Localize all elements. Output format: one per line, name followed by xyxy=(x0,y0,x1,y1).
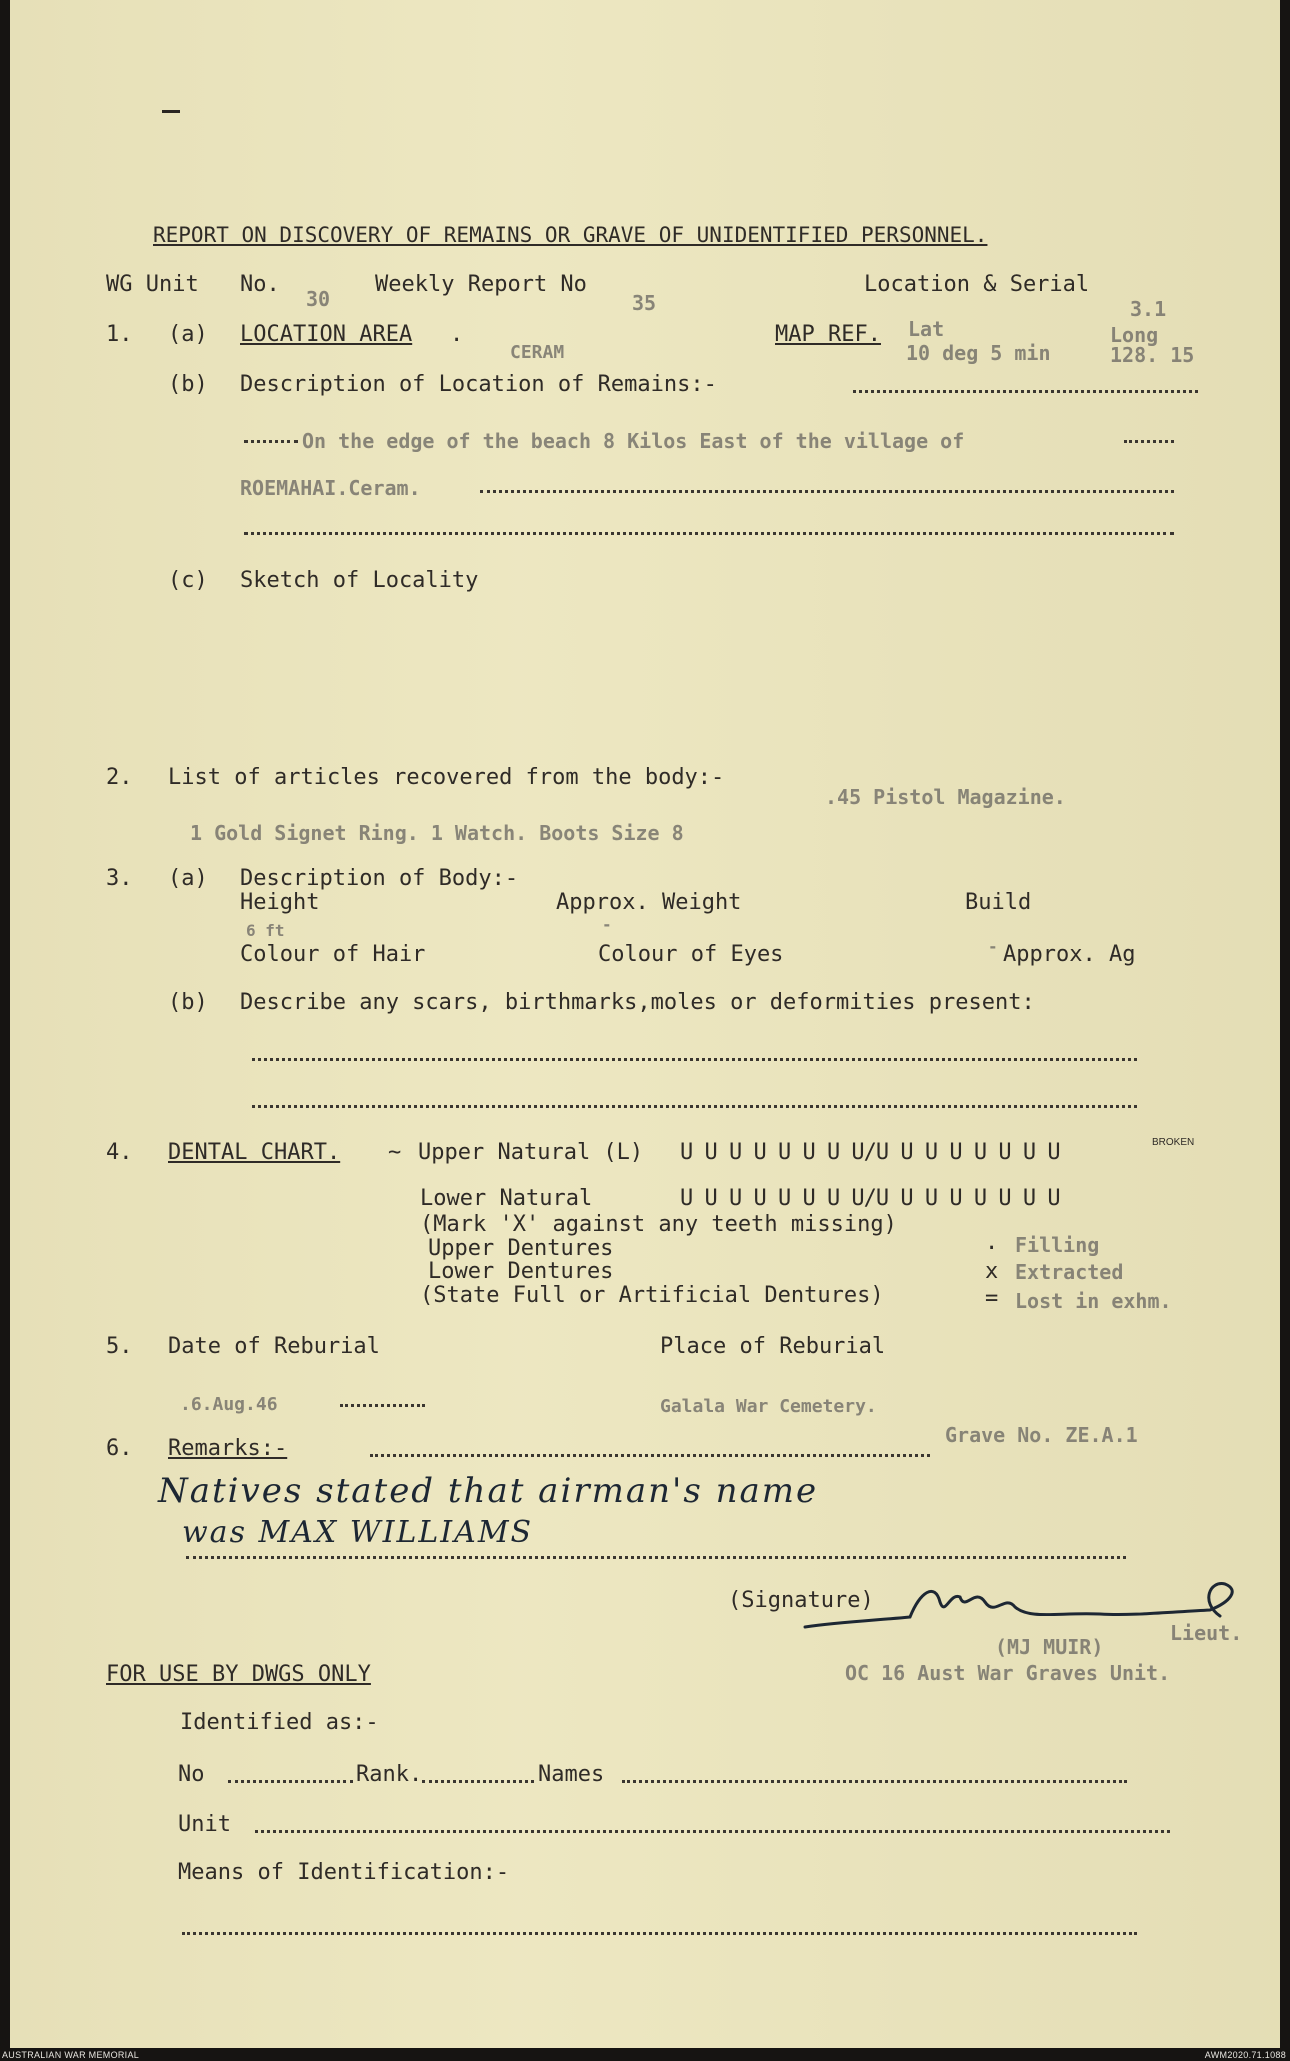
lower-dentures-label: Lower Dentures xyxy=(428,1259,614,1284)
signature-rank: Lieut. xyxy=(1170,1621,1243,1645)
section-4-number: 4. xyxy=(106,1140,133,1165)
location-area-value: CERAM xyxy=(510,342,565,363)
upper-natural-label: Upper Natural (L) xyxy=(418,1140,644,1165)
unit-number: 30 xyxy=(306,287,331,311)
grave-number: Grave No. ZE.A.1 xyxy=(945,1423,1138,1447)
location-area-label: LOCATION AREA xyxy=(240,322,413,347)
dwgs-unit-dots xyxy=(255,1830,1170,1833)
reburial-place-label: Place of Reburial xyxy=(660,1334,886,1359)
wg-unit-label: WG Unit xyxy=(106,272,199,297)
legend-filling: Filling xyxy=(1015,1233,1100,1257)
section-1c-label: (c) xyxy=(168,568,208,593)
reburial-place-value: Galala War Cemetery. xyxy=(660,1396,877,1417)
sketch-label: Sketch of Locality xyxy=(240,568,479,593)
dwgs-no-label: No xyxy=(178,1762,205,1787)
build-value: - xyxy=(988,937,998,956)
footer-right: AWM2020.71.1088 xyxy=(1204,2050,1286,2060)
mark-note: (Mark 'X' against any teeth missing) xyxy=(420,1212,897,1237)
section-3-number: 3. xyxy=(106,866,133,891)
legend-symbol-lost: = xyxy=(985,1286,999,1311)
dwgs-rank-label: Rank. xyxy=(356,1762,423,1787)
footer-left: AUSTRALIAN WAR MEMORIAL xyxy=(2,2050,140,2060)
age-label: Approx. Ag xyxy=(1003,942,1136,967)
means-of-identification-label: Means of Identification:- xyxy=(178,1860,510,1885)
section-3b-label: (b) xyxy=(168,990,208,1015)
dwgs-names-dots xyxy=(622,1780,1127,1783)
location-serial-label: Location & Serial xyxy=(864,272,1090,297)
signature-name: (MJ MUIR) xyxy=(995,1635,1104,1659)
no-label: No. xyxy=(240,272,280,297)
section-1-number: 1. xyxy=(106,322,133,347)
remains-dotted-line-2 xyxy=(480,490,1174,493)
legend-symbol-filling: . xyxy=(985,1230,999,1255)
long-label: Long xyxy=(1110,323,1159,347)
scars-dotted-line-1 xyxy=(252,1058,1137,1061)
map-ref-label: MAP REF. xyxy=(775,322,881,347)
long-value: 128. 15 xyxy=(1110,343,1195,367)
legend-lost: Lost in exhm. xyxy=(1015,1289,1172,1313)
section-6-number: 6. xyxy=(106,1436,133,1461)
weekly-report-number: 35 xyxy=(632,291,657,315)
lower-natural-label: Lower Natural xyxy=(420,1186,593,1211)
lat-value: 10 deg 5 min xyxy=(906,341,1051,365)
remarks-handwritten-line-1: Natives stated that airman's name xyxy=(158,1471,819,1511)
build-label: Build xyxy=(965,890,1032,915)
weekly-report-label: Weekly Report No xyxy=(375,272,587,297)
legend-symbol-extracted: x xyxy=(985,1259,999,1284)
hair-label: Colour of Hair xyxy=(240,942,426,967)
remains-dotted-tail xyxy=(1124,440,1174,443)
remarks-handwritten-line-2: was MAX WILLIAMS xyxy=(182,1515,534,1550)
description-line-1: On the edge of the beach 8 Kilos East of the village of xyxy=(302,429,965,453)
legend-extracted: Extracted xyxy=(1015,1260,1124,1284)
location-serial-value: 3.1 xyxy=(1130,297,1167,321)
height-label: Height xyxy=(240,890,320,915)
section-2-number: 2. xyxy=(106,765,133,790)
scars-label: Describe any scars, birthmarks,moles or deformities present: xyxy=(240,990,1035,1015)
broken-note: BROKEN xyxy=(1152,1137,1195,1148)
dwgs-names-label: Names xyxy=(538,1762,605,1787)
scars-dotted-line-2 xyxy=(252,1105,1137,1108)
dwgs-heading: FOR USE BY DWGS ONLY xyxy=(106,1662,371,1687)
weight-value: - xyxy=(602,915,612,934)
state-dentures-note: (State Full or Artificial Dentures) xyxy=(420,1283,884,1308)
description-line-2: ROEMAHAI.Ceram. xyxy=(240,476,421,500)
dental-chart-label: DENTAL CHART. xyxy=(168,1140,341,1165)
eyes-label: Colour of Eyes xyxy=(598,942,784,967)
section-5-number: 5. xyxy=(106,1334,133,1359)
reburial-date-label: Date of Reburial xyxy=(168,1334,380,1359)
document-page xyxy=(10,0,1280,2048)
height-value: 6 ft xyxy=(246,921,285,940)
section-1a-label: (a) xyxy=(168,322,208,347)
articles-item-1: .45 Pistol Magazine. xyxy=(825,785,1066,809)
articles-label: List of articles recovered from the body:- xyxy=(168,765,725,790)
dwgs-rank-dots xyxy=(422,1780,534,1783)
signature-label: (Signature) xyxy=(728,1588,874,1613)
body-description-label: Description of Body:- xyxy=(240,866,519,891)
upper-dentures-label: Upper Dentures xyxy=(428,1236,614,1261)
remarks-label: Remarks:- xyxy=(168,1436,288,1461)
remains-dotted-line-3 xyxy=(244,532,1174,535)
location-area-dot: . xyxy=(450,322,464,347)
corner-mark xyxy=(162,110,180,113)
section-1b-label: (b) xyxy=(168,372,208,397)
page-title: REPORT ON DISCOVERY OF REMAINS OR GRAVE OF UNIDENTIFIED PERSONNEL. xyxy=(153,223,988,247)
articles-item-2: 1 Gold Signet Ring. 1 Watch. Boots Size 8 xyxy=(190,821,684,845)
remarks-dotted-line-1 xyxy=(370,1454,930,1457)
weight-label: Approx. Weight xyxy=(556,890,742,915)
dwgs-no-dots xyxy=(228,1780,353,1783)
remarks-dotted-line-2 xyxy=(186,1556,1126,1559)
dental-dash: ~ xyxy=(388,1140,402,1165)
description-dotted-line xyxy=(853,390,1198,393)
lower-teeth-row: U U U U U U U U/U U U U U U U U xyxy=(680,1186,1060,1211)
reburial-date-dots xyxy=(340,1404,425,1407)
signature-unit: OC 16 Aust War Graves Unit. xyxy=(845,1661,1171,1685)
section-3a-label: (a) xyxy=(168,866,208,891)
description-label: Description of Location of Remains:- xyxy=(240,372,717,397)
lat-label: Lat xyxy=(908,317,945,341)
means-dotted-line xyxy=(182,1932,1137,1935)
dwgs-unit-label: Unit xyxy=(178,1812,231,1837)
reburial-date-value: .6.Aug.46 xyxy=(180,1394,278,1415)
identified-as-label: Identified as:- xyxy=(180,1710,379,1735)
upper-teeth-row: U U U U U U U U/U U U U U U U U xyxy=(680,1140,1060,1165)
remains-dotted-lead xyxy=(244,440,298,443)
